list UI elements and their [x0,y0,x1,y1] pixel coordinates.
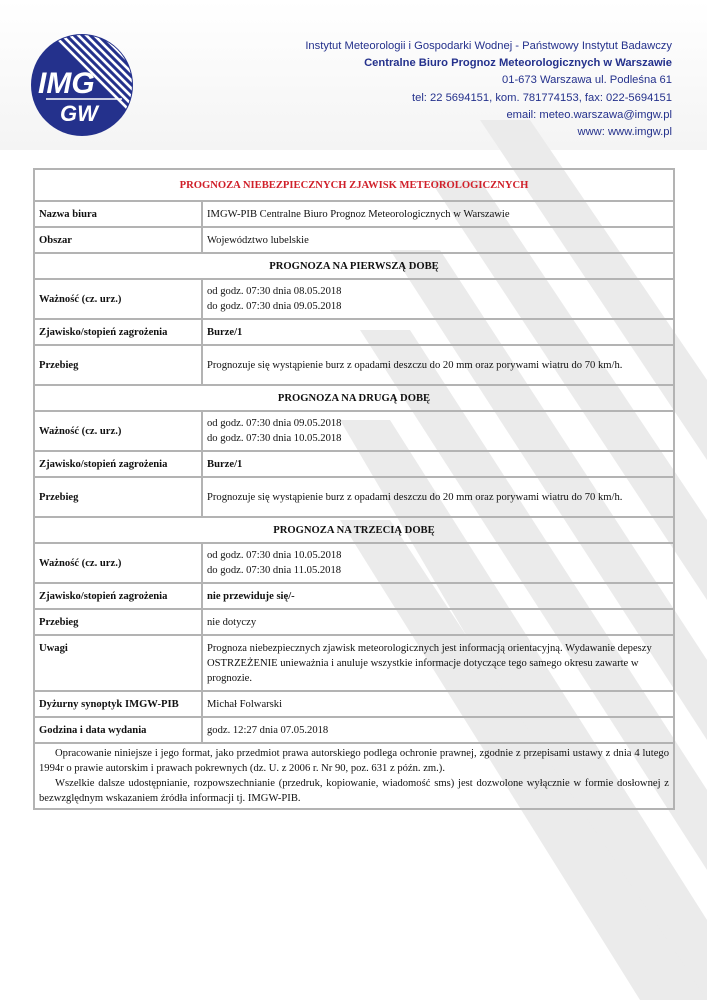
phone-fax: tel: 22 5694151, kom. 781774153, fax: 022-5694151 [411,91,672,104]
day1-phenomenon-row [34,319,674,345]
logo-text-bottom: GW [60,101,98,126]
issued-value: godz. 12:27 dnia 07.05.2018 [202,717,674,743]
day2-phenomenon-value: Burze/1 [202,451,674,477]
website: www: www.imgw.pl [577,126,672,139]
day1-validity-label: Ważność (cz. urz.) [34,279,202,319]
issued-label: Godzina i data wydania [34,717,202,743]
institute-contact-block [252,38,672,141]
day3-course-row [34,609,674,635]
day3-phenomenon-value: nie przewiduje się/- [202,583,674,609]
day2-course-row [34,477,674,517]
day3-validity-row [34,543,674,583]
office-label: Nazwa biura [34,201,202,227]
day2-validity-to: do godz. 07:30 dnia 10.05.2018 [207,433,342,444]
day3-validity-from: od godz. 07:30 dnia 10.05.2018 [207,550,342,561]
day2-phenomenon-label: Zjawisko/stopień zagrożenia [34,451,202,477]
area-label: Obszar [34,227,202,253]
title-row [34,169,674,201]
forecaster-row [34,691,674,717]
day3-header-row [34,517,674,543]
day1-course-value: Prognozuje się wystąpienie burz z opadami deszczu do 20 mm oraz porywami wiatru do 70 km/h. [202,345,674,385]
day3-course-value: nie dotyczy [202,609,674,635]
day2-validity-row [34,411,674,451]
copyright-notice [34,743,674,809]
logo-text-top: IMG [38,67,95,100]
copyright-paragraph-2: Wszelkie dalsze udostępnianie, rozpowszechnianie (przedruk, kopiowanie, wiadomość sms) jest dozwolone wyłącznie w formie dosłownej z bezwzględnym wskazaniem źródła informacji tj. IMGW-PIB. [39,778,669,804]
imgw-logo [30,33,134,137]
day1-course-label: Przebieg [34,345,202,385]
day1-header-row [34,253,674,279]
day2-validity-label: Ważność (cz. urz.) [34,411,202,451]
area-value: Województwo lubelskie [202,227,674,253]
remarks-row [34,635,674,691]
day1-phenomenon-value: Burze/1 [202,319,674,345]
day2-course-value: Prognozuje się wystąpienie burz z opadami deszczu do 20 mm oraz porywami wiatru do 70 km/h. [202,477,674,517]
copyright-paragraph-1: Opracowanie niniejsze i jego format, jako przedmiot prawa autorskiego podlega ochronie prawnej, zgodnie z przepisami ustawy z dnia 4 lutego 1994r o prawie autorskim i prawach pokrewnych (dz. U. z 2006 r. Nr 90, poz. 631 z późn. zm.). [39,748,669,774]
day3-validity-label: Ważność (cz. urz.) [34,543,202,583]
issued-row [34,717,674,743]
forecast-table [33,168,675,810]
day3-title: PROGNOZA NA TRZECIĄ DOBĘ [34,517,674,543]
forecaster-label: Dyżurny synoptyk IMGW-PIB [34,691,202,717]
day3-course-label: Przebieg [34,609,202,635]
remarks-value: Prognoza niebezpiecznych zjawisk meteorologicznych jest informacją orientacyjną. Wydawanie depeszy OSTRZEŻENIE unieważnia i anuluje wszystkie informacje dotyczące tego samego okresu zawarte w prognozie. [202,635,674,691]
office-name: Centralne Biuro Prognoz Meteorologicznych w Warszawie [364,57,672,70]
day3-phenomenon-row [34,583,674,609]
day1-validity-from: od godz. 07:30 dnia 08.05.2018 [207,286,342,297]
forecaster-value: Michał Folwarski [202,691,674,717]
day2-header-row [34,385,674,411]
office-value: IMGW-PIB Centralne Biuro Prognoz Meteorologicznych w Warszawie [202,201,674,227]
day1-validity-value [202,279,674,319]
day2-validity-value [202,411,674,451]
day1-title: PROGNOZA NA PIERWSZĄ DOBĘ [34,253,674,279]
day1-course-row [34,345,674,385]
day3-validity-to: do godz. 07:30 dnia 11.05.2018 [207,565,342,576]
day2-course-label: Przebieg [34,477,202,517]
day2-phenomenon-row [34,451,674,477]
document-title: PROGNOZA NIEBEZPIECZNYCH ZJAWISK METEOROLOGICZNYCH [34,169,674,201]
day1-validity-row [34,279,674,319]
copyright-row [34,743,674,809]
remarks-label: Uwagi [34,635,202,691]
day3-phenomenon-label: Zjawisko/stopień zagrożenia [34,583,202,609]
day1-phenomenon-label: Zjawisko/stopień zagrożenia [34,319,202,345]
day3-validity-value [202,543,674,583]
office-row [34,201,674,227]
email: email: meteo.warszawa@imgw.pl [506,108,672,121]
day1-validity-to: do godz. 07:30 dnia 09.05.2018 [207,301,342,312]
institute-name: Instytut Meteorologii i Gospodarki Wodnej - Państwowy Instytut Badawczy [305,40,672,52]
address: 01-673 Warszawa ul. Podleśna 61 [502,74,672,87]
area-row [34,227,674,253]
day2-validity-from: od godz. 07:30 dnia 09.05.2018 [207,418,342,429]
day2-title: PROGNOZA NA DRUGĄ DOBĘ [34,385,674,411]
